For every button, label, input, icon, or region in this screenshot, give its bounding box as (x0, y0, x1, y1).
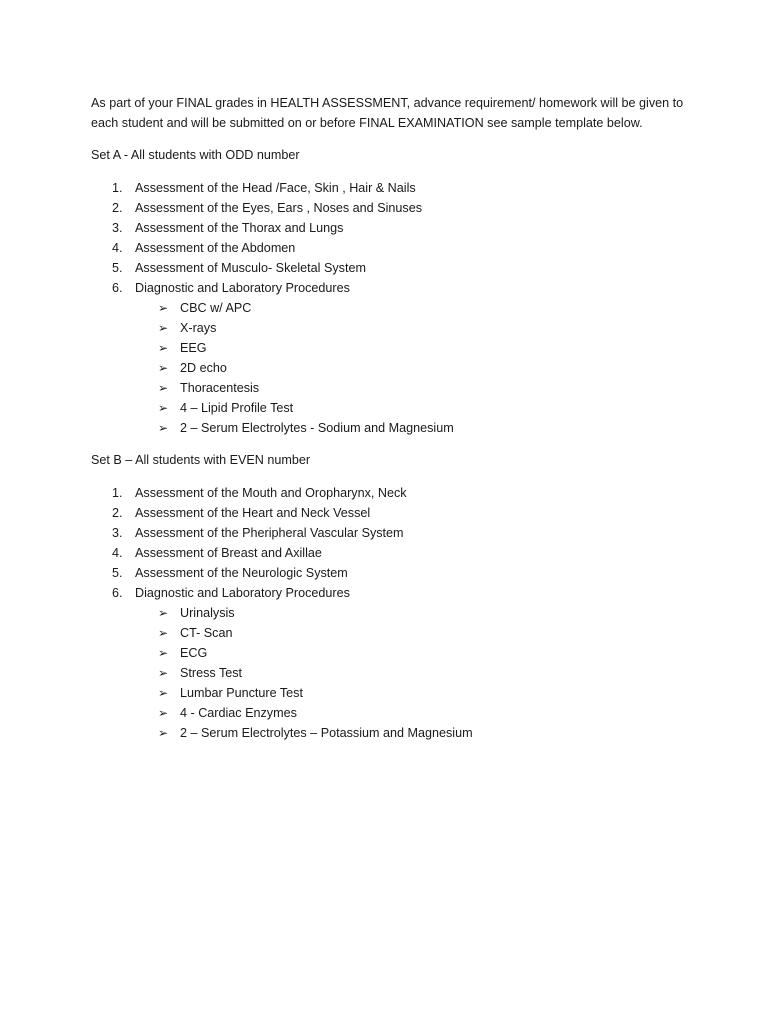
set-b-item (112, 543, 473, 563)
arrow-bullet-icon: ➢ (158, 626, 169, 640)
item-number: 5. (112, 566, 123, 580)
set-b-item (112, 563, 473, 583)
item-text: Diagnostic and Laboratory Procedures (135, 281, 350, 295)
set-a-list (112, 178, 454, 438)
item-text: Diagnostic and Laboratory Procedures (135, 586, 350, 600)
set-b-item (112, 483, 473, 503)
item-text: Assessment of the Neurologic System (135, 566, 348, 580)
procedure-text: 4 – Lipid Profile Test (180, 401, 294, 415)
procedure-text: X-rays (180, 321, 217, 335)
procedure-item (158, 418, 454, 438)
procedure-item (158, 703, 473, 723)
set-b-item (112, 503, 473, 523)
set-a-procedures (112, 298, 454, 438)
item-number: 5. (112, 261, 123, 275)
arrow-bullet-icon: ➢ (158, 666, 169, 680)
item-number: 2. (112, 506, 123, 520)
procedure-text: CT- Scan (180, 626, 233, 640)
arrow-bullet-icon: ➢ (158, 341, 169, 355)
item-number: 4. (112, 546, 123, 560)
item-text: Assessment of the Mouth and Oropharynx, Neck (135, 486, 407, 500)
procedure-text: Urinalysis (180, 606, 235, 620)
arrow-bullet-icon: ➢ (158, 686, 169, 700)
item-number: 1. (112, 181, 123, 195)
arrow-bullet-icon: ➢ (158, 606, 169, 620)
procedure-text: 2D echo (180, 361, 227, 375)
procedure-text: 2 – Serum Electrolytes - Sodium and Magnesium (180, 421, 454, 435)
procedure-item (158, 623, 473, 643)
procedure-item (158, 358, 454, 378)
procedure-text: Thoracentesis (180, 381, 260, 395)
procedure-text: Lumbar Puncture Test (180, 686, 303, 700)
arrow-bullet-icon: ➢ (158, 726, 169, 740)
set-a-item (112, 278, 454, 298)
procedure-item (158, 723, 473, 743)
arrow-bullet-icon: ➢ (158, 301, 169, 315)
set-a-procedure-list (158, 298, 454, 438)
intro-line-2: each student and will be submitted on or before FINAL EXAMINATION see sample template below. (91, 116, 643, 130)
procedure-item (158, 683, 473, 703)
item-number: 4. (112, 241, 123, 255)
arrow-bullet-icon: ➢ (158, 421, 169, 435)
procedure-item (158, 298, 454, 318)
arrow-bullet-icon: ➢ (158, 361, 169, 375)
procedure-text: EEG (180, 341, 207, 355)
arrow-bullet-icon: ➢ (158, 646, 169, 660)
set-a-item (112, 258, 454, 278)
item-text: Assessment of the Thorax and Lungs (135, 221, 344, 235)
procedure-item (158, 603, 473, 623)
procedure-item (158, 398, 454, 418)
procedure-text: Stress Test (180, 666, 243, 680)
set-a-item (112, 178, 454, 198)
intro-line-1: As part of your FINAL grades in HEALTH ASSESSMENT, advance requirement/ homework will be given to (91, 96, 684, 110)
item-number: 6. (112, 281, 123, 295)
item-text: Assessment of the Heart and Neck Vessel (135, 506, 371, 520)
procedure-item (158, 318, 454, 338)
procedure-item (158, 338, 454, 358)
set-a-item (112, 218, 454, 238)
item-number: 6. (112, 586, 123, 600)
arrow-bullet-icon: ➢ (158, 401, 169, 415)
set-b-list (112, 483, 473, 743)
set-b-heading: Set B – All students with EVEN number (91, 453, 311, 467)
set-b-procedure-list (158, 603, 473, 743)
procedure-text: 2 – Serum Electrolytes – Potassium and Magnesium (180, 726, 473, 740)
item-text: Assessment of the Head /Face, Skin , Hair & Nails (135, 181, 416, 195)
set-b-procedures (112, 603, 473, 743)
item-text: Assessment of the Abdomen (135, 241, 296, 255)
item-number: 1. (112, 486, 123, 500)
set-b-item (112, 523, 473, 543)
item-text: Assessment of the Pheripheral Vascular System (135, 526, 404, 540)
procedure-text: CBC w/ APC (180, 301, 252, 315)
set-b-item (112, 583, 473, 603)
procedure-item (158, 643, 473, 663)
item-text: Assessment of Breast and Axillae (135, 546, 322, 560)
procedure-item (158, 378, 454, 398)
item-text: Assessment of the Eyes, Ears , Noses and Sinuses (135, 201, 422, 215)
procedure-text: ECG (180, 646, 208, 660)
item-number: 2. (112, 201, 123, 215)
intro-paragraph (91, 93, 691, 133)
arrow-bullet-icon: ➢ (158, 706, 169, 720)
arrow-bullet-icon: ➢ (158, 321, 169, 335)
item-number: 3. (112, 526, 123, 540)
procedure-item (158, 663, 473, 683)
arrow-bullet-icon: ➢ (158, 381, 169, 395)
item-number: 3. (112, 221, 123, 235)
set-a-item (112, 238, 454, 258)
item-text: Assessment of Musculo- Skeletal System (135, 261, 366, 275)
procedure-text: 4 - Cardiac Enzymes (180, 706, 297, 720)
set-a-heading: Set A - All students with ODD number (91, 148, 300, 162)
set-a-item (112, 198, 454, 218)
